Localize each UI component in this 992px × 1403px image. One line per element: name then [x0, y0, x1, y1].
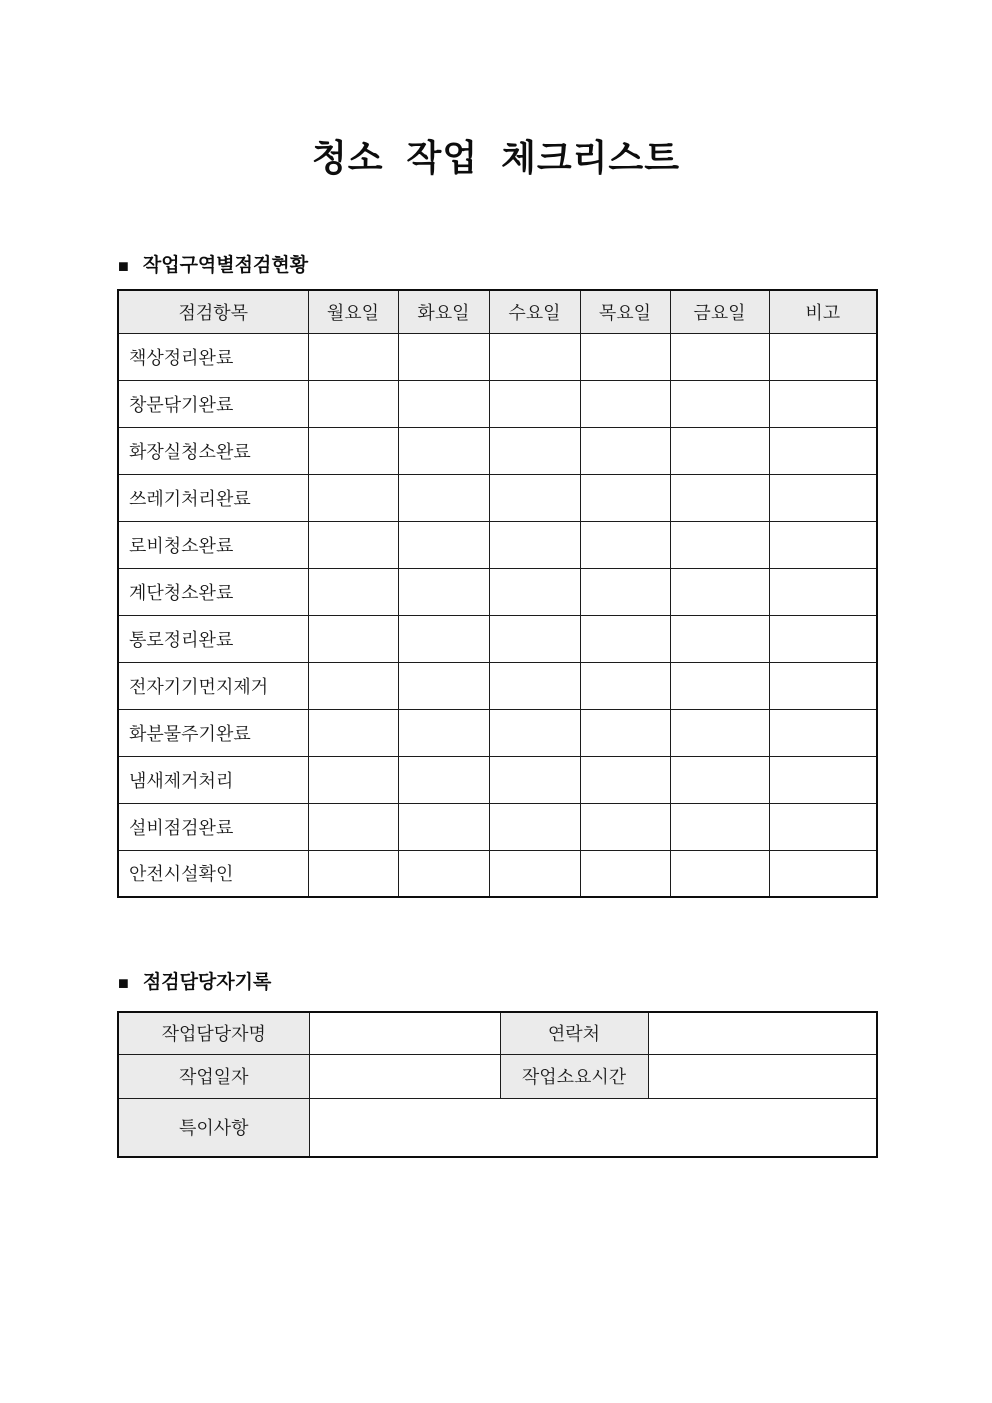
check-cell — [398, 662, 489, 709]
check-cell — [580, 803, 670, 850]
check-cell — [308, 850, 398, 897]
check-cell — [670, 709, 769, 756]
field-label-contact: 연락처 — [500, 1012, 648, 1054]
check-cell — [580, 380, 670, 427]
checklist-item-label: 화분물주기완료 — [118, 709, 308, 756]
table-row — [118, 521, 877, 568]
check-cell — [670, 568, 769, 615]
column-header-remarks: 비고 — [769, 290, 877, 333]
check-cell — [670, 427, 769, 474]
check-cell — [308, 521, 398, 568]
checklist-item-label: 안전시설확인 — [118, 850, 308, 897]
check-cell — [489, 615, 580, 662]
checklist-item-label: 설비점검완료 — [118, 803, 308, 850]
check-cell — [580, 521, 670, 568]
check-cell — [308, 427, 398, 474]
square-bullet-icon: ■ — [118, 255, 129, 276]
field-label-special-notes: 특이사항 — [118, 1098, 309, 1157]
checklist-item-label: 로비청소완료 — [118, 521, 308, 568]
remarks-cell — [769, 427, 877, 474]
check-cell — [398, 709, 489, 756]
remarks-cell — [769, 615, 877, 662]
table-row — [118, 1012, 877, 1054]
section-heading-inspector-record — [118, 973, 271, 992]
check-cell — [398, 474, 489, 521]
check-cell — [398, 615, 489, 662]
table-row — [118, 756, 877, 803]
check-cell — [398, 803, 489, 850]
table-row — [118, 1054, 877, 1098]
remarks-cell — [769, 756, 877, 803]
check-cell — [398, 568, 489, 615]
check-cell — [670, 756, 769, 803]
table-row — [118, 709, 877, 756]
column-header-item: 점검항목 — [118, 290, 308, 333]
remarks-cell — [769, 380, 877, 427]
check-cell — [670, 521, 769, 568]
check-cell — [670, 850, 769, 897]
check-cell — [489, 474, 580, 521]
check-cell — [489, 333, 580, 380]
check-cell — [308, 380, 398, 427]
checklist-item-label: 전자기기먼지제거 — [118, 662, 308, 709]
check-cell — [580, 615, 670, 662]
check-cell — [308, 756, 398, 803]
check-cell — [670, 474, 769, 521]
table-row — [118, 333, 877, 380]
field-label-work-duration: 작업소요시간 — [500, 1054, 648, 1098]
check-cell — [308, 662, 398, 709]
checklist-item-label: 냄새제거처리 — [118, 756, 308, 803]
check-cell — [308, 333, 398, 380]
check-cell — [308, 474, 398, 521]
table-row — [118, 380, 877, 427]
checklist-table — [117, 289, 878, 898]
remarks-cell — [769, 803, 877, 850]
checklist-item-label: 책상정리완료 — [118, 333, 308, 380]
field-value-special-notes — [309, 1098, 877, 1157]
check-cell — [398, 333, 489, 380]
table-row — [118, 1098, 877, 1157]
column-header-tuesday: 화요일 — [398, 290, 489, 333]
field-value-work-date — [309, 1054, 500, 1098]
table-row — [118, 615, 877, 662]
checklist-item-label: 통로정리완료 — [118, 615, 308, 662]
table-row — [118, 427, 877, 474]
column-header-monday: 월요일 — [308, 290, 398, 333]
check-cell — [670, 662, 769, 709]
check-cell — [489, 427, 580, 474]
remarks-cell — [769, 850, 877, 897]
check-cell — [489, 380, 580, 427]
check-cell — [308, 615, 398, 662]
section-heading-label: 작업구역별점검현황 — [142, 255, 309, 276]
check-cell — [580, 756, 670, 803]
check-cell — [580, 427, 670, 474]
check-cell — [580, 568, 670, 615]
check-cell — [670, 803, 769, 850]
checklist-item-label: 계단청소완료 — [118, 568, 308, 615]
check-cell — [580, 709, 670, 756]
section-heading-label: 점검담당자기록 — [142, 972, 272, 993]
check-cell — [398, 850, 489, 897]
checklist-header-row — [118, 290, 877, 333]
check-cell — [398, 756, 489, 803]
remarks-cell — [769, 662, 877, 709]
remarks-cell — [769, 474, 877, 521]
column-header-wednesday: 수요일 — [489, 290, 580, 333]
remarks-cell — [769, 568, 877, 615]
section-heading-inspection-status — [118, 256, 308, 275]
column-header-thursday: 목요일 — [580, 290, 670, 333]
check-cell — [580, 850, 670, 897]
check-cell — [308, 709, 398, 756]
table-row — [118, 662, 877, 709]
check-cell — [308, 568, 398, 615]
check-cell — [670, 333, 769, 380]
check-cell — [489, 756, 580, 803]
table-row — [118, 568, 877, 615]
check-cell — [670, 615, 769, 662]
check-cell — [489, 850, 580, 897]
checklist-item-label: 창문닦기완료 — [118, 380, 308, 427]
check-cell — [489, 803, 580, 850]
check-cell — [398, 380, 489, 427]
square-bullet-icon: ■ — [118, 972, 129, 993]
check-cell — [398, 427, 489, 474]
field-label-work-date: 작업일자 — [118, 1054, 309, 1098]
field-value-worker-name — [309, 1012, 500, 1054]
column-header-friday: 금요일 — [670, 290, 769, 333]
check-cell — [670, 380, 769, 427]
table-row — [118, 474, 877, 521]
table-row — [118, 803, 877, 850]
check-cell — [580, 474, 670, 521]
check-cell — [398, 521, 489, 568]
check-cell — [489, 709, 580, 756]
field-value-contact — [648, 1012, 877, 1054]
checklist-item-label: 화장실청소완료 — [118, 427, 308, 474]
check-cell — [580, 333, 670, 380]
check-cell — [489, 568, 580, 615]
field-label-worker-name: 작업담당자명 — [118, 1012, 309, 1054]
page-title: 청소 작업 체크리스트 — [312, 137, 680, 178]
checklist-item-label: 쓰레기처리완료 — [118, 474, 308, 521]
remarks-cell — [769, 709, 877, 756]
check-cell — [308, 803, 398, 850]
remarks-cell — [769, 333, 877, 380]
remarks-cell — [769, 521, 877, 568]
inspector-record-table — [117, 1011, 878, 1158]
check-cell — [580, 662, 670, 709]
check-cell — [489, 662, 580, 709]
field-value-work-duration — [648, 1054, 877, 1098]
table-row — [118, 850, 877, 897]
check-cell — [489, 521, 580, 568]
